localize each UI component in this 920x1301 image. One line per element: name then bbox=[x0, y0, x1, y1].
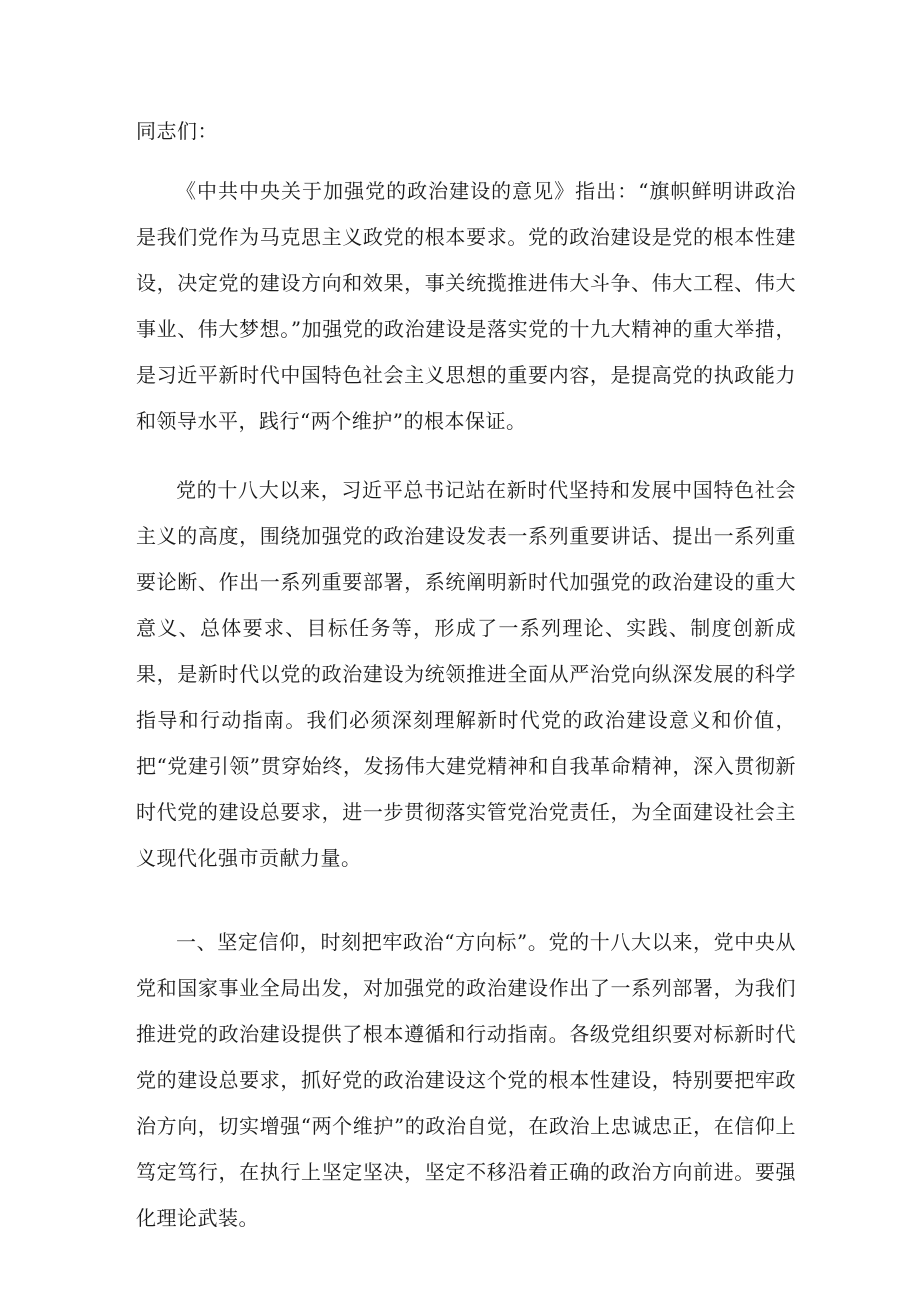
paragraph-2: 党的十八大以来，习近平总书记站在新时代坚持和发展中国特色社会主义的高度，围绕加强党的政治建设发表一系列重要讲话、提出一系列重要论断、作出一系列重要部署，系统阐明新时代加强党的政治建设的重大意义、总体要求、目标任务等，形成了一系列理论、实践、制度创新成果，是新时代以党的政治建设为统领推进全面从严治党向纵深发展的科学指导和行动指南。我们必须深刻理解新时代党的政治建设意义和价值，把“党建引领”贯穿始终，发扬伟大建党精神和自我革命精神，深入贯彻新时代党的建设总要求，进一步贯彻落实管党治党责任，为全面建设社会主义现代化强市贡献力量。 bbox=[136, 478, 796, 870]
paragraph-1: 《中共中央关于加强党的政治建设的意见》指出：“旗帜鲜明讲政治是我们党作为马克思主义政党的根本要求。党的政治建设是党的根本性建设，决定党的建设方向和效果，事关统揽推进伟大斗争、伟大工程、伟大事业、伟大梦想。”加强党的政治建设是落实党的十九大精神的重大举措，是习近平新时代中国特色社会主义思想的重要内容，是提高党的执政能力和领导水平，践行“两个维护”的根本保证。 bbox=[136, 179, 796, 433]
greeting-line: 同志们： bbox=[136, 119, 218, 143]
paragraph-3-section-one: 一、坚定信仰，时刻把牢政治“方向标”。党的十八大以来，党中央从党和国家事业全局出发，对加强党的政治建设作出了一系列部署，为我们推进党的政治建设提供了根本遵循和行动指南。各级党组织要对标新时代党的建设总要求，抓好党的政治建设这个党的根本性建设，特别要把牢政治方向，切实增强“两个维护”的政治自觉，在政治上忠诚忠正，在信仰上笃定笃行，在执行上坚定坚决，坚定不移沿着正确的政治方向前进。要强化理论武装。 bbox=[136, 930, 796, 1230]
